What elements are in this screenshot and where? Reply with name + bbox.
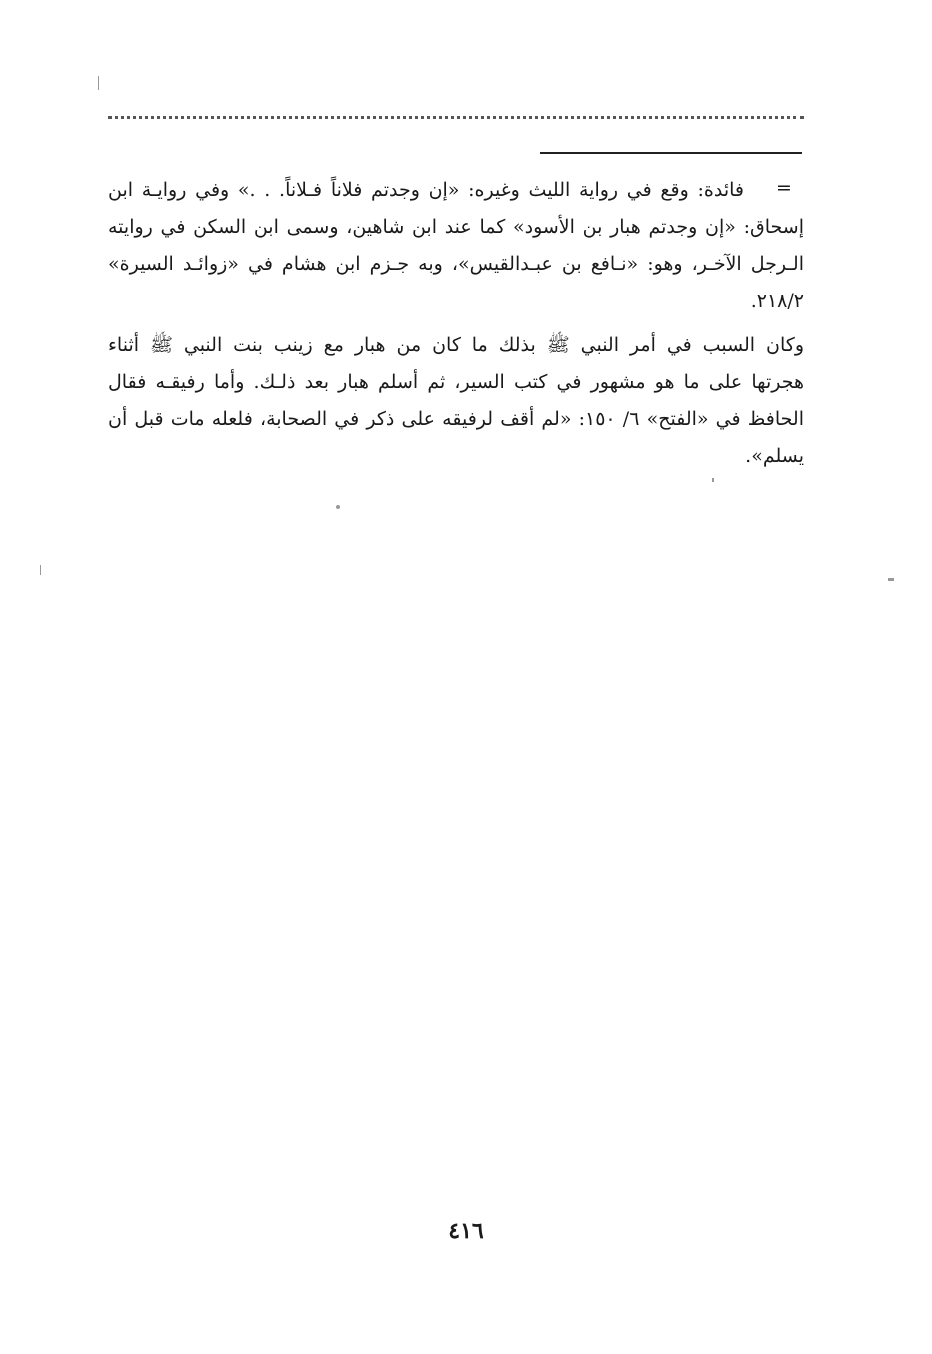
footnote-line: فائدة: وقع في رواية الليث وغيره: «إن وجدتم فلاناً فـلاناً. . .» وفي روايـة ابن <box>108 179 744 201</box>
page-number: ٤١٦ <box>448 1218 484 1244</box>
scan-speck <box>888 578 894 581</box>
header-dotted-rule <box>108 116 804 119</box>
footnote-line: الـرجل الآخـر، وهو: «نـافع بن عبـدالقيس»، وبه جـزم ابن هشام في «زوائـد السيرة» <box>108 253 804 275</box>
body-paragraph <box>108 327 804 475</box>
paragraph-line: الحافظ في «الفتح» ٦/ ١٥٠: «لم أقف لرفيقه على ذكر في الصحابة، فلعله مات قبل أن <box>108 408 804 430</box>
paragraph-line: هجرتها على ما هو مشهور في كتب السير، ثم أسلم هبار بعد ذلـك. وأما رفيقـه فقال <box>108 371 804 393</box>
paragraph-line: يسلم». <box>745 445 804 467</box>
footnote-line: إسحاق: «إن وجدتم هبار بن الأسود» كما عند ابن شاهين، وسمى ابن السكن في روايته <box>108 216 804 238</box>
scan-speck <box>712 478 714 482</box>
paragraph-line: وكان السبب في أمر النبي ﷺ بذلك ما كان من هبار مع زينب بنت النبي ﷺ أثناء <box>108 334 804 356</box>
footnote-continuation-marker: = <box>776 177 792 199</box>
scan-speck <box>98 76 99 90</box>
footnote-block <box>108 172 804 320</box>
footnote-separator-rule <box>540 152 802 154</box>
footnote-line: ٢١٨/٢. <box>750 290 804 312</box>
scan-speck <box>40 565 41 575</box>
scan-speck <box>336 505 340 509</box>
